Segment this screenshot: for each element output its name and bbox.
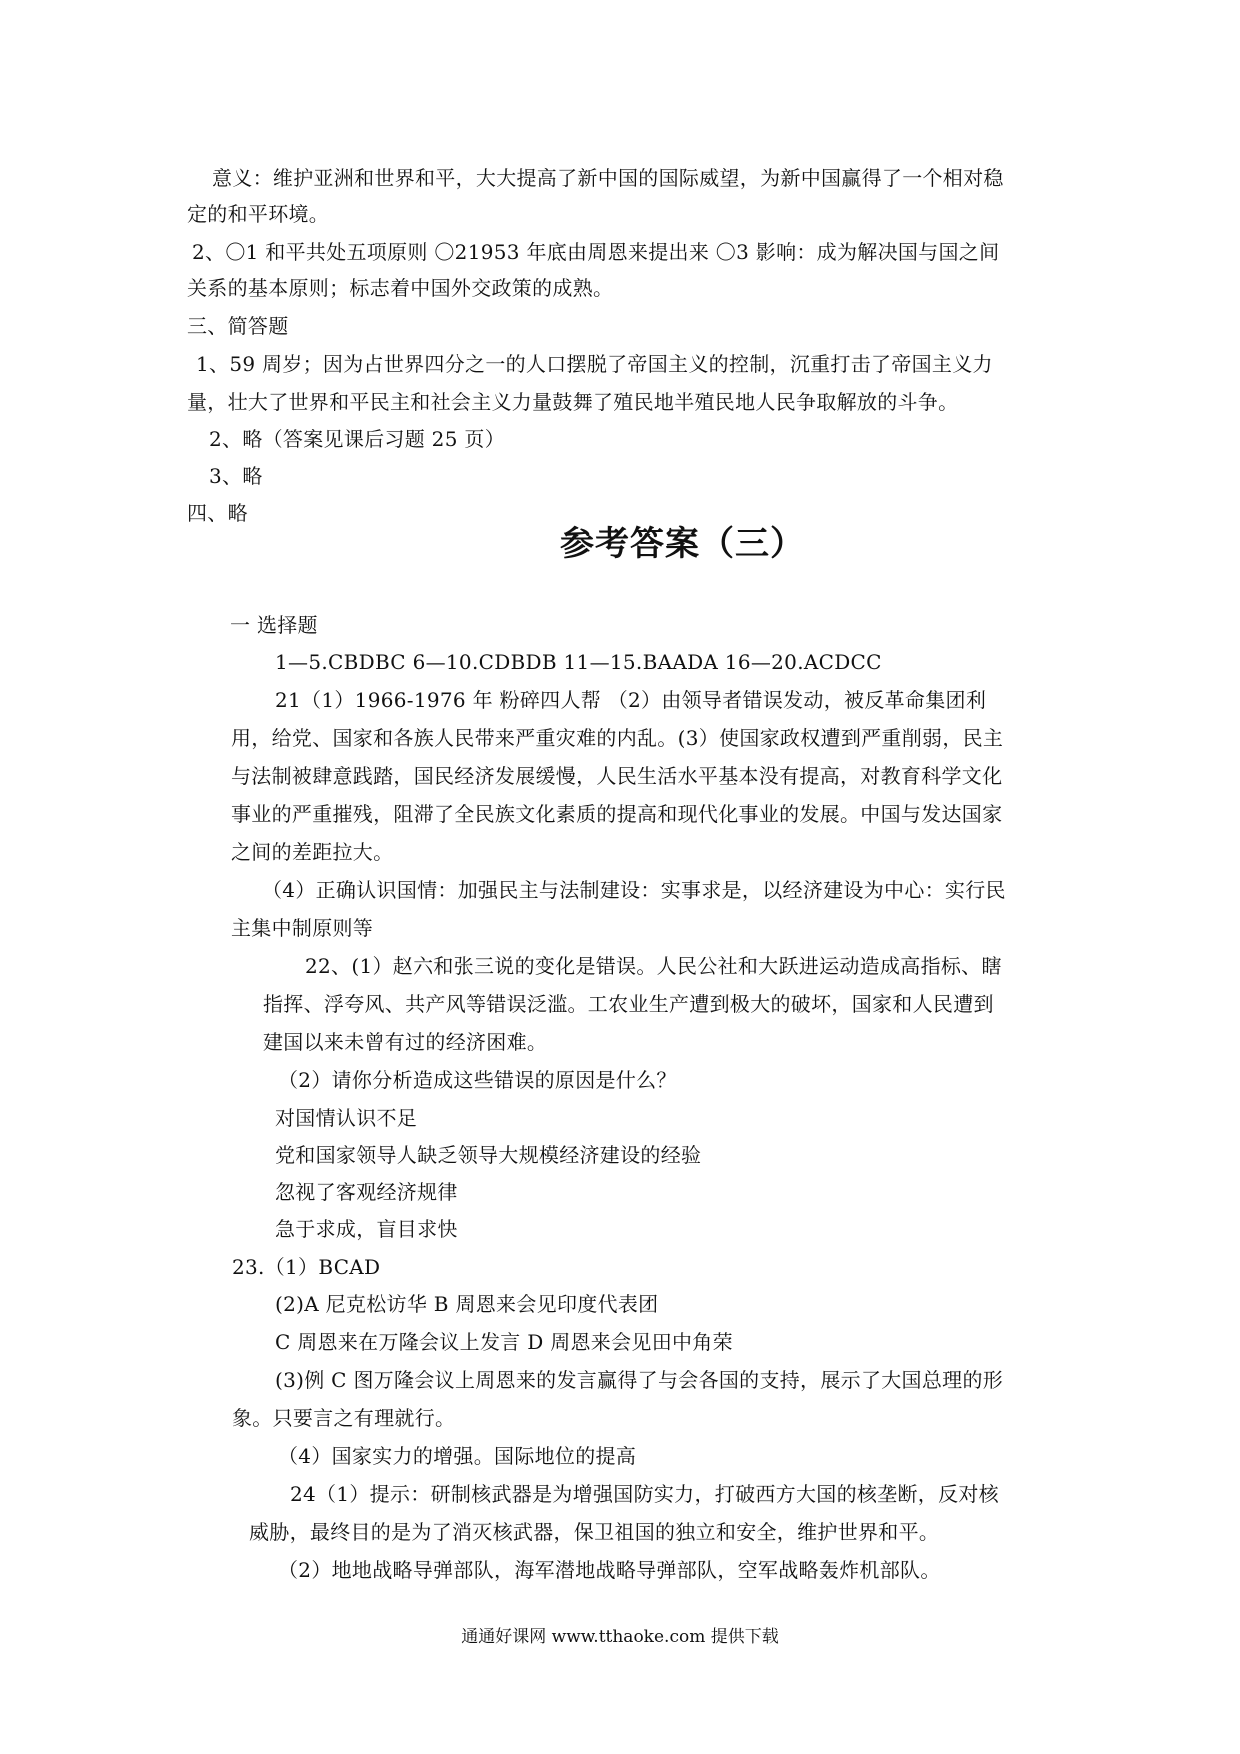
- q23-part3-line-2: 象。只要言之有理就行。: [232, 1406, 456, 1430]
- answers-three-heading: 参考答案（三）: [560, 524, 805, 564]
- q21-line-3: 与法制被肆意践踏，国民经济发展缓慢，人民生活水平基本没有提高，对教育科学文化: [231, 764, 1003, 788]
- q22-reason-4: 急于求成，盲目求快: [275, 1217, 458, 1241]
- q21-line-4: 事业的严重摧残，阻滞了全民族文化素质的提高和现代化事业的发展。中国与发达国家: [231, 802, 1003, 826]
- q21-line-5: 之间的差距拉大。: [231, 840, 394, 864]
- q22-line-2: 指挥、浮夸风、共产风等错误泛滥。工农业生产遭到极大的破坏，国家和人民遭到: [263, 992, 994, 1016]
- q21-part4-line-2: 主集中制原则等: [231, 916, 374, 940]
- q21-line-1: 21（1）1966-1976 年 粉碎四人帮 （2）由领导者错误发动，被反革命集团利: [275, 688, 987, 712]
- short-answer-2: 2、略（答案见课后习题 25 页）: [209, 427, 505, 451]
- section-three-title: 三、简答题: [187, 314, 289, 338]
- question-2-line-2: 关系的基本原则；标志着中国外交政策的成熟。: [187, 276, 614, 300]
- short-answer-3: 3、略: [209, 464, 263, 488]
- short-answer-1-line-1: 1、59 周岁；因为占世界四分之一的人口摆脱了帝国主义的控制，沉重打击了帝国主义力: [196, 352, 993, 376]
- section-four-title: 四、略: [187, 501, 248, 525]
- q23-part4: （4）国家实力的增强。国际地位的提高: [278, 1444, 637, 1468]
- q23-part1: 23.（1）BCAD: [232, 1255, 381, 1279]
- page-footer: 通通好课网 www.tthaoke.com 提供下载: [461, 1627, 779, 1647]
- q22-reason-2: 党和国家领导人缺乏领导大规模经济建设的经验: [275, 1143, 702, 1167]
- q23-part2-line-1: (2)A 尼克松访华 B 周恩来会见印度代表团: [275, 1292, 659, 1316]
- q21-line-2: 用，给党、国家和各族人民带来严重灾难的内乱。(3）使国家政权遭到严重削弱，民主: [231, 726, 1004, 750]
- q22-reason-3: 忽视了客观经济规律: [275, 1180, 458, 1204]
- q22-reason-1: 对国情认识不足: [275, 1106, 418, 1130]
- q24-part1-line-2: 威胁，最终目的是为了消灭核武器，保卫祖国的独立和安全，维护世界和平。: [249, 1520, 940, 1544]
- q21-part4-line-1: （4）正确认识国情：加强民主与法制建设：实事求是，以经济建设为中心：实行民: [262, 878, 1006, 902]
- q24-part2: （2）地地战略导弹部队，海军潜地战略导弹部队，空军战略轰炸机部队。: [278, 1558, 941, 1582]
- significance-line-1: 意义：维护亚洲和世界和平，大大提高了新中国的国际威望，为新中国赢得了一个相对稳: [212, 166, 1004, 190]
- q24-part1-line-1: 24（1）提示：研制核武器是为增强国防实力，打破西方大国的核垄断，反对核: [290, 1482, 999, 1506]
- short-answer-1-line-2: 量，壮大了世界和平民主和社会主义力量鼓舞了殖民地半殖民地人民争取解放的斗争。: [187, 390, 959, 414]
- significance-line-2: 定的和平环境。: [187, 202, 330, 226]
- question-2-line-1: 2、〇1 和平共处五项原则 〇21953 年底由周恩来提出来 〇3 影响：成为解决国与国之间: [192, 240, 1000, 264]
- q22-line-1: 22、(1）赵六和张三说的变化是错误。人民公社和大跃进运动造成高指标、瞎: [305, 954, 1002, 978]
- q22-line-3: 建国以来未曾有过的经济困难。: [263, 1030, 548, 1054]
- q22-part2: （2）请你分析造成这些错误的原因是什么？: [278, 1068, 677, 1092]
- q23-part2-line-2: C 周恩来在万隆会议上发言 D 周恩来会见田中角荣: [275, 1330, 733, 1354]
- choice-section-title: 一 选择题: [230, 613, 318, 637]
- q23-part3-line-1: (3)例 C 图万隆会议上周恩来的发言赢得了与会各国的支持，展示了大国总理的形: [275, 1368, 1004, 1392]
- choice-answers: 1—5.CBDBC 6—10.CDBDB 11—15.BAADA 16—20.ACDCC: [275, 650, 882, 674]
